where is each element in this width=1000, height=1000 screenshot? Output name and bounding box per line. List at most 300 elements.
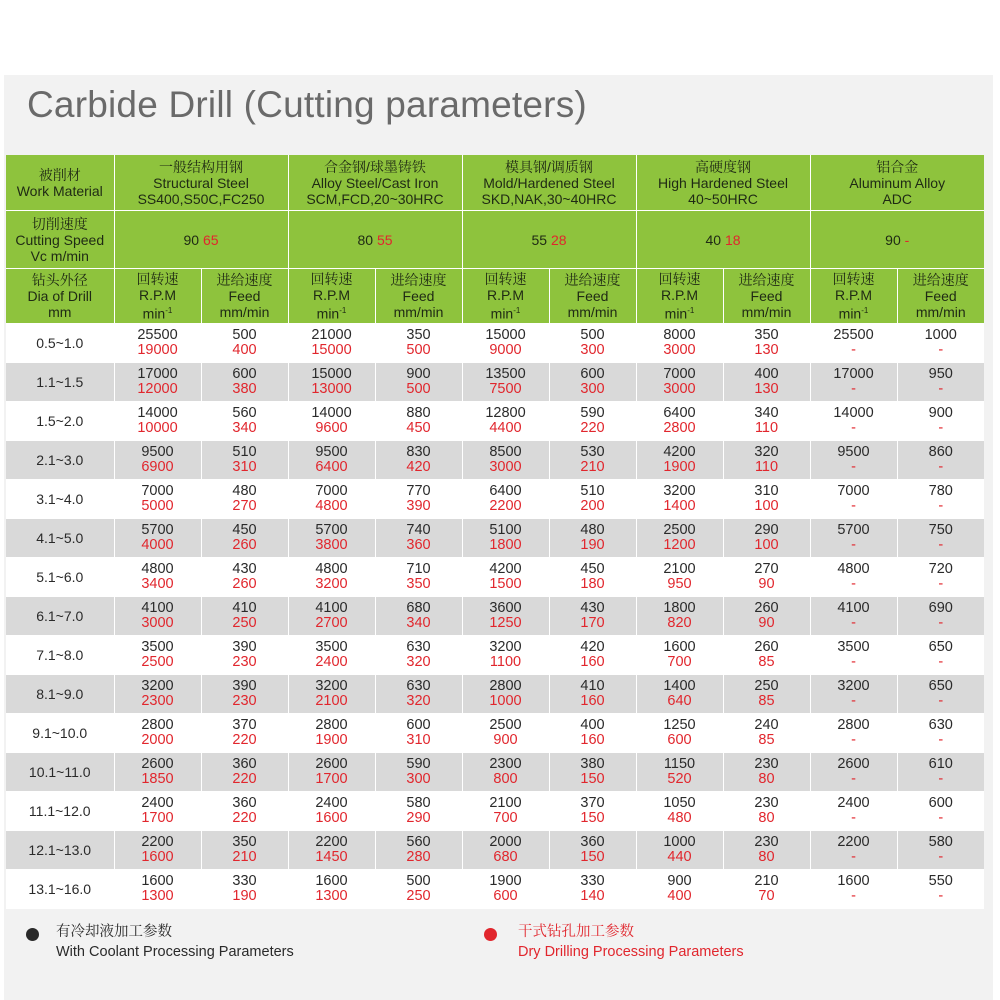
feed-coolant: 270 [754, 561, 779, 577]
material-grades: 40~50HRC [688, 190, 758, 207]
feed-coolant: 530 [580, 444, 605, 460]
table-row [6, 792, 984, 831]
rpm-coolant: 3200 [837, 678, 870, 694]
rpm-cell [114, 675, 201, 714]
feed-coolant: 600 [928, 795, 953, 811]
rpm-dry: - [851, 498, 856, 514]
rpm-coolant: 7000 [141, 483, 174, 499]
rpm-dry: 2400 [315, 654, 348, 670]
material-en: High Hardened Steel [658, 174, 788, 191]
rpm-coolant: 2300 [489, 756, 522, 772]
cutting-speed-label [6, 211, 114, 269]
rpm-dry: 1300 [141, 888, 174, 904]
feed-cell [897, 675, 984, 714]
rpm-dry: 400 [667, 888, 692, 904]
feed-cell [201, 402, 288, 441]
feed-en: Feed [402, 288, 435, 304]
feed-coolant: 480 [232, 483, 257, 499]
rpm-cell [810, 792, 897, 831]
feed-dry: 210 [580, 459, 605, 475]
rpm-coolant: 21000 [311, 327, 352, 343]
feed-cell [723, 480, 810, 519]
rpm-en: R.P.M [312, 286, 351, 303]
rpm-unit-wrap [637, 303, 723, 322]
feed-coolant: 480 [580, 522, 605, 538]
feed-cell [201, 441, 288, 480]
feed-coolant: 420 [580, 639, 605, 655]
coolant-legend-dot [26, 928, 39, 941]
feed-coolant: 260 [754, 639, 779, 655]
dia-label [6, 269, 114, 324]
rpm-coolant: 17000 [137, 366, 178, 382]
rpm-cn: 回转速 [310, 270, 353, 287]
feed-dry: - [938, 498, 944, 514]
feed-cell [897, 441, 984, 480]
feed-cell [723, 558, 810, 597]
rpm-dry: 950 [667, 576, 692, 592]
table-row [6, 675, 984, 714]
feed-cell [723, 441, 810, 480]
rpm-unit: min [490, 305, 514, 322]
rpm-coolant: 9500 [315, 444, 348, 460]
rpm-dry: 1400 [663, 498, 696, 514]
rpm-cn: 回转速 [832, 270, 875, 287]
feed-cell [375, 753, 462, 792]
rpm-dry: 1800 [489, 537, 522, 553]
material-en: Structural Steel [153, 174, 249, 191]
rpm-cell [114, 441, 201, 480]
feed-en: Feed [576, 288, 609, 304]
rpm-dry: 2300 [141, 693, 174, 709]
rpm-coolant: 4100 [315, 600, 348, 616]
rpm-coolant: 1250 [663, 717, 696, 733]
material-header-4 [810, 155, 984, 211]
feed-cell [549, 363, 636, 402]
feed-coolant: 400 [580, 717, 605, 733]
table-row [6, 597, 984, 636]
feed-unit: mm/min [393, 304, 444, 320]
rpm-coolant: 1600 [315, 873, 348, 889]
material-cn: 高硬度钢 [695, 158, 751, 175]
feed-dry: 250 [406, 888, 431, 904]
feed-coolant: 260 [754, 600, 779, 616]
feed-coolant: 680 [406, 600, 431, 616]
rpm-dry: - [851, 693, 856, 709]
rpm-cell [810, 324, 897, 363]
feed-cell [375, 441, 462, 480]
feed-dry: 380 [232, 381, 257, 397]
feed-dry: 230 [232, 693, 257, 709]
feed-dry: - [938, 576, 944, 592]
rpm-coolant: 1900 [489, 873, 522, 889]
rpm-dry: - [851, 576, 856, 592]
rpm-dry: 12000 [137, 381, 178, 397]
rpm-unit-sup: -1 [165, 305, 173, 315]
rpm-dry: 800 [493, 771, 518, 787]
rpm-coolant: 17000 [833, 366, 874, 382]
feed-dry: 260 [232, 537, 257, 553]
rpm-cell [636, 636, 723, 675]
feed-coolant: 450 [232, 522, 257, 538]
rpm-coolant: 3600 [489, 600, 522, 616]
feed-dry: 180 [580, 576, 605, 592]
table-row [6, 558, 984, 597]
feed-dry: 150 [580, 771, 605, 787]
feed-dry: 320 [406, 693, 431, 709]
rpm-dry: 9600 [315, 420, 348, 436]
rpm-coolant: 3500 [141, 639, 174, 655]
feed-coolant: 590 [406, 756, 431, 772]
rpm-coolant: 4200 [663, 444, 696, 460]
rpm-coolant: 4800 [141, 561, 174, 577]
rpm-dry: 2700 [315, 615, 348, 631]
feed-coolant: 600 [406, 717, 431, 733]
rpm-cell [288, 597, 375, 636]
dia-header-row [6, 269, 984, 324]
dry-legend-dot [484, 928, 497, 941]
feed-dry: 160 [580, 654, 605, 670]
feed-unit: mm/min [219, 304, 270, 320]
feed-coolant: 770 [406, 483, 431, 499]
rpm-cell [462, 792, 549, 831]
feed-dry: 340 [232, 420, 257, 436]
rpm-cell [288, 363, 375, 402]
material-grades: SS400,S50C,FC250 [137, 190, 265, 207]
feed-coolant: 580 [928, 834, 953, 850]
feed-cell [375, 558, 462, 597]
rpm-dry: 4800 [315, 498, 348, 514]
rpm-dry: - [851, 771, 856, 787]
feed-coolant: 390 [232, 678, 257, 694]
feed-coolant: 580 [406, 795, 431, 811]
feed-coolant: 430 [232, 561, 257, 577]
rpm-dry: 3400 [141, 576, 174, 592]
feed-dry: 80 [758, 810, 775, 826]
rpm-cell [636, 714, 723, 753]
feed-dry: 160 [580, 693, 605, 709]
feed-coolant: 360 [232, 756, 257, 772]
cutting-speed-unit: Vc m/min [30, 247, 89, 264]
rpm-cell [288, 480, 375, 519]
rpm-dry: 1700 [315, 771, 348, 787]
feed-coolant: 510 [580, 483, 605, 499]
rpm-dry: - [851, 459, 856, 475]
rpm-coolant: 5700 [837, 522, 870, 538]
drill-diameter: 11.1~12.0 [6, 792, 114, 831]
rpm-header [462, 269, 549, 324]
drill-diameter: 1.1~1.5 [6, 363, 114, 402]
rpm-cell [114, 480, 201, 519]
rpm-coolant: 9500 [837, 444, 870, 460]
cutting-parameters-table [6, 155, 984, 909]
feed-dry: - [938, 771, 944, 787]
drill-diameter: 5.1~6.0 [6, 558, 114, 597]
feed-dry: 310 [232, 459, 257, 475]
feed-coolant: 500 [580, 327, 605, 343]
rpm-dry: 600 [667, 732, 692, 748]
rpm-dry: - [851, 732, 856, 748]
rpm-coolant: 2800 [315, 717, 348, 733]
rpm-coolant: 3200 [489, 639, 522, 655]
feed-cell [549, 792, 636, 831]
feed-coolant: 710 [406, 561, 431, 577]
rpm-dry: 480 [667, 810, 692, 826]
rpm-coolant: 1600 [837, 873, 870, 889]
feed-cell [549, 675, 636, 714]
feed-coolant: 500 [232, 327, 257, 343]
feed-dry: 90 [758, 576, 775, 592]
feed-dry: 85 [758, 732, 775, 748]
material-header-1 [288, 155, 462, 211]
rpm-dry: 5000 [141, 498, 174, 514]
feed-cell [549, 831, 636, 870]
rpm-coolant: 2600 [837, 756, 870, 772]
rpm-cell [462, 831, 549, 870]
material-grades: ADC [882, 190, 913, 207]
feed-coolant: 370 [580, 795, 605, 811]
rpm-cell [636, 402, 723, 441]
rpm-cell [810, 831, 897, 870]
feed-cell [549, 558, 636, 597]
rpm-coolant: 1600 [663, 639, 696, 655]
rpm-header [636, 269, 723, 324]
feed-coolant: 250 [754, 678, 779, 694]
feed-coolant: 630 [928, 717, 953, 733]
feed-cell [375, 324, 462, 363]
rpm-cell [636, 519, 723, 558]
feed-dry: 85 [758, 654, 775, 670]
rpm-dry: 1900 [315, 732, 348, 748]
feed-cell [375, 519, 462, 558]
feed-cell [897, 480, 984, 519]
rpm-coolant: 2800 [141, 717, 174, 733]
feed-dry: 320 [406, 654, 431, 670]
feed-cell [723, 675, 810, 714]
feed-dry: - [938, 459, 944, 475]
rpm-cell [636, 792, 723, 831]
rpm-dry: 2200 [489, 498, 522, 514]
rpm-dry: 6400 [315, 459, 348, 475]
rpm-dry: 4400 [489, 420, 522, 436]
rpm-dry: 3800 [315, 537, 348, 553]
rpm-coolant: 2200 [837, 834, 870, 850]
rpm-dry: 2000 [141, 732, 174, 748]
feed-coolant: 780 [928, 483, 953, 499]
feed-dry: 230 [232, 654, 257, 670]
rpm-coolant: 900 [667, 873, 692, 889]
vc-dry: 28 [550, 231, 567, 248]
vc-coolant: 90 [885, 231, 901, 248]
feed-dry: 100 [754, 498, 779, 514]
rpm-cell [810, 636, 897, 675]
rpm-cell [636, 363, 723, 402]
feed-cell [897, 558, 984, 597]
rpm-cn: 回转速 [658, 270, 701, 287]
rpm-cell [114, 792, 201, 831]
rpm-coolant: 25500 [137, 327, 178, 343]
rpm-cell [636, 597, 723, 636]
rpm-cell [288, 558, 375, 597]
feed-coolant: 410 [232, 600, 257, 616]
feed-dry: 420 [406, 459, 431, 475]
feed-dry: - [938, 537, 944, 553]
rpm-dry: 1450 [315, 849, 348, 865]
rpm-dry: 3000 [663, 342, 696, 358]
feed-cell [723, 792, 810, 831]
rpm-dry: 1300 [315, 888, 348, 904]
rpm-dry: 600 [493, 888, 518, 904]
feed-dry: - [938, 849, 944, 865]
rpm-unit: min [664, 305, 688, 322]
rpm-cn: 回转速 [136, 270, 179, 287]
rpm-coolant: 6400 [489, 483, 522, 499]
feed-en: Feed [228, 288, 261, 304]
rpm-dry: 1600 [141, 849, 174, 865]
rpm-coolant: 2100 [663, 561, 696, 577]
feed-cell [549, 597, 636, 636]
feed-cell [201, 831, 288, 870]
rpm-cell [462, 324, 549, 363]
feed-dry: - [938, 615, 944, 631]
feed-coolant: 600 [580, 366, 605, 382]
feed-coolant: 550 [928, 873, 953, 889]
rpm-coolant: 2800 [837, 717, 870, 733]
feed-coolant: 350 [406, 327, 431, 343]
rpm-dry: - [851, 342, 856, 358]
rpm-coolant: 2100 [489, 795, 522, 811]
rpm-dry: - [851, 810, 856, 826]
rpm-coolant: 1400 [663, 678, 696, 694]
rpm-coolant: 12800 [485, 405, 526, 421]
feed-cell [897, 402, 984, 441]
rpm-header [288, 269, 375, 324]
feed-coolant: 880 [406, 405, 431, 421]
feed-cell [723, 519, 810, 558]
table-row [6, 870, 984, 909]
feed-unit: mm/min [741, 304, 792, 320]
feed-dry: 500 [406, 342, 431, 358]
material-grades: SKD,NAK,30~40HRC [481, 190, 617, 207]
rpm-dry: 3000 [489, 459, 522, 475]
vc-dry: 55 [376, 231, 393, 248]
rpm-cell [462, 519, 549, 558]
feed-coolant: 650 [928, 639, 953, 655]
feed-coolant: 500 [406, 873, 431, 889]
rpm-coolant: 7000 [837, 483, 870, 499]
vc-coolant: 55 [531, 231, 548, 248]
rpm-dry: - [851, 615, 856, 631]
rpm-cell [462, 363, 549, 402]
rpm-cell [114, 363, 201, 402]
feed-cell [201, 597, 288, 636]
rpm-coolant: 5100 [489, 522, 522, 538]
coolant-legend-en: With Coolant Processing Parameters [56, 944, 294, 960]
rpm-cell [810, 402, 897, 441]
rpm-cell [462, 402, 549, 441]
feed-dry: 130 [754, 342, 779, 358]
feed-cell [201, 753, 288, 792]
feed-coolant: 380 [580, 756, 605, 772]
feed-cell [723, 714, 810, 753]
rpm-cell [810, 714, 897, 753]
feed-dry: 210 [232, 849, 257, 865]
material-cn: 模具钢/调质钢 [505, 158, 593, 175]
rpm-dry: - [851, 381, 856, 397]
rpm-dry: 2100 [315, 693, 348, 709]
drill-diameter: 8.1~9.0 [6, 675, 114, 714]
rpm-cell [114, 597, 201, 636]
feed-dry: 310 [406, 732, 431, 748]
rpm-unit: min [316, 305, 340, 322]
rpm-coolant: 1000 [663, 834, 696, 850]
feed-dry: 170 [580, 615, 605, 631]
rpm-coolant: 7000 [663, 366, 696, 382]
feed-dry: - [938, 381, 944, 397]
feed-dry: 340 [406, 615, 431, 631]
cutting-speed-header-row [6, 211, 984, 269]
rpm-cell [288, 324, 375, 363]
feed-dry: 150 [580, 810, 605, 826]
rpm-dry: 13000 [311, 381, 352, 397]
feed-coolant: 320 [754, 444, 779, 460]
feed-dry: 130 [754, 381, 779, 397]
rpm-coolant: 1800 [663, 600, 696, 616]
rpm-cell [810, 675, 897, 714]
rpm-dry: 1200 [663, 537, 696, 553]
rpm-dry: 1250 [489, 615, 522, 631]
rpm-unit: min [142, 305, 166, 322]
material-cn: 铝合金 [876, 158, 919, 175]
feed-cell [375, 636, 462, 675]
table-row [6, 636, 984, 675]
feed-dry: 200 [580, 498, 605, 514]
feed-cell [201, 714, 288, 753]
rpm-cell [288, 831, 375, 870]
rpm-cell [636, 831, 723, 870]
feed-cell [897, 870, 984, 909]
feed-coolant: 340 [754, 405, 779, 421]
rpm-dry: 1850 [141, 771, 174, 787]
rpm-coolant: 2200 [141, 834, 174, 850]
feed-dry: 500 [406, 381, 431, 397]
feed-dry: - [938, 732, 944, 748]
feed-coolant: 370 [232, 717, 257, 733]
rpm-dry: 440 [667, 849, 692, 865]
rpm-cell [810, 753, 897, 792]
feed-en: Feed [750, 288, 783, 304]
feed-dry: 220 [232, 732, 257, 748]
feed-cell [375, 597, 462, 636]
rpm-cell [636, 753, 723, 792]
feed-cell [723, 597, 810, 636]
feed-cell [723, 870, 810, 909]
feed-coolant: 360 [580, 834, 605, 850]
feed-dry: 270 [232, 498, 257, 514]
rpm-dry: 1500 [489, 576, 522, 592]
feed-cell [723, 636, 810, 675]
rpm-unit-sup: -1 [687, 305, 695, 315]
feed-cell [549, 519, 636, 558]
work-material-header-row [6, 155, 984, 211]
feed-cell [549, 753, 636, 792]
table-row [6, 519, 984, 558]
feed-dry: 350 [406, 576, 431, 592]
feed-dry: 90 [758, 615, 775, 631]
feed-cell [723, 753, 810, 792]
work-material-en: Work Material [16, 182, 103, 199]
rpm-cell [810, 870, 897, 909]
table-row [6, 714, 984, 753]
